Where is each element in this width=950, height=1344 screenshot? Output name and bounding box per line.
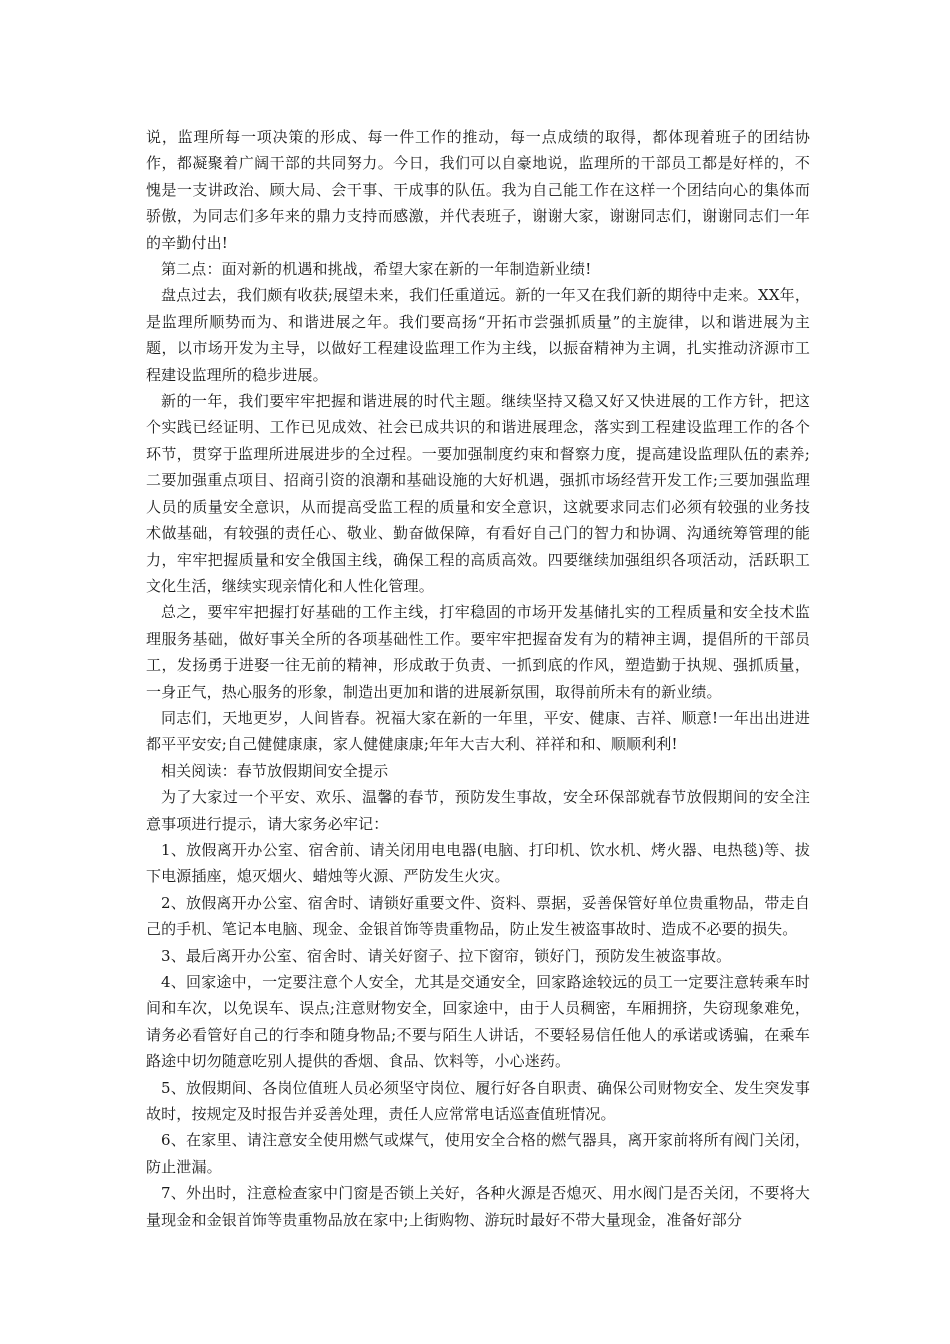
paragraph-conclusion: 总之，要牢牢把握打好基础的工作主线，打牢稳固的市场开发基储扎实的工程质量和安全技术监理服务基础，做好事关全所的各项基础性工作。要牢牢把握奋发有为的精神主调，提倡所的干部员工，发扬勇于进娶一往无前的精神，形成敢于负责、一抓到底的作风，塑造勤于执规、强抓质量，一身正气，热心服务的形象，制造出更加和谐的进展新氛围，取得前所未有的新业绩。: [146, 603, 810, 701]
safety-tip-7: 7、外出时，注意检查家中门窗是否锁上关好，各种火源是否熄灭、用水阀门是否关闭，不要将大量现金和金银首饰等贵重物品放在家中;上街购物、游玩时最好不带大量现金，准备好部分: [146, 1184, 810, 1229]
paragraph-second-point-heading: 第二点：面对新的机遇和挑战，希望大家在新的一年制造新业绩!: [161, 260, 592, 279]
paragraph-related-reading-heading: 相关阅读：春节放假期间安全提示: [161, 761, 389, 780]
safety-tip-4: 4、回家途中，一定要注意个人安全，尤其是交通安全，回家路途较远的员工一定要注意转乘车时间和车次，以免误车、误点;注意财物安全，回家途中，由于人员稠密，车厢拥挤，失窃现象难免，请务必看管好自己的行李和随身物品;不要与陌生人讲话，不要轻易信任他人的承诺或诱骗，在乘车路途中切勿随意吃别人提供的香烟、食品、饮料等，小心迷药。: [146, 973, 810, 1071]
paragraph-review-and-outlook: 盘点过去，我们颇有收获;展望未来，我们任重道远。新的一年又在我们新的期待中走来。XX年，是监理所顺势而为、和谐进展之年。我们要高扬“开拓市尝强抓质量”的主旋律，以和谐进展为主题，以市场开发为主导，以做好工程建设监理工作为主线，以振奋精神为主调，扎实推动济源市工程建设监理所的稳步进展。: [146, 286, 810, 384]
safety-tip-5: 5、放假期间、各岗位值班人员必须坚守岗位、履行好各自职责、确保公司财物安全、发生突发事故时，按规定及时报告并妥善处理，责任人应常常电话巡查值班情况。: [146, 1078, 810, 1124]
safety-tip-1: 1、放假离开办公室、宿舍前、请关闭用电电器(电脑、打印机、饮水机、烤火器、电热毯)等、拔下电源插座，熄灭烟火、蜡烛等火源、严防发生火灾。: [146, 840, 810, 886]
safety-tip-3: 3、最后离开办公室、宿舍时、请关好窗子、拉下窗帘，锁好门，预防发生被盗事故。: [161, 946, 732, 965]
document-body: [146, 124, 810, 1233]
paragraph-safety-intro: 为了大家过一个平安、欢乐、温馨的春节，预防发生事故，安全环保部就春节放假期间的安全注意事项进行提示，请大家务必牢记：: [146, 788, 810, 833]
paragraph-new-year-theme: 新的一年，我们要牢牢把握和谐进展的时代主题。继续坚持又稳又好又快进展的工作方针，把这个实践已经证明、工作已见成效、社会已成共识的和谐进展理念，落实到工程建设监理工作的各个环节，贯穿于监理所进展进步的全过程。一要加强制度约束和督察力度，提高建设监理队伍的素养;二要加强重点项目、招商引资的浪潮和基础设施的大好机遇，强抓市场经营开发工作;三要加强监理人员的质量安全意识，从而提高受监工程的质量和安全意识，这就要求同志们必须有较强的业务技术做基础，有较强的责任心、敬业、勤奋做保障，有看好自己门的智力和协调、沟通统筹管理的能力，牢牢把握质量和安全俄国主线，确保工程的高质高效。四要继续加强组织各项活动，活跃职工文化生活，继续实现亲情化和人性化管理。: [146, 392, 810, 595]
paragraph-team-unity: 说，监理所每一项决策的形成、每一件工作的推动，每一点成绩的取得，都体现着班子的团结协作，都凝聚着广阔干部的共同努力。今日，我们可以自豪地说，监理所的干部员工都是好样的，不愧是一支讲政治、顾大局、会干事、干成事的队伍。我为自己能工作在这样一个团结向心的集体而骄傲，为同志们多年来的鼎力支持而感激，并代表班子，谢谢大家，谢谢同志们，谢谢同志们一年的辛勤付出!: [146, 128, 810, 252]
paragraph-new-year-wishes: 同志们，天地更岁，人间皆春。祝福大家在新的一年里，平安、健康、吉祥、顺意!一年出出进进都平平安安;自己健健康康，家人健健康康;年年大吉大利、祥祥和和、顺顺利利!: [146, 708, 810, 754]
safety-tip-2: 2、放假离开办公室、宿舍时、请锁好重要文件、资料、票据，妥善保管好单位贵重物品，带走自己的手机、笔记本电脑、现金、金银首饰等贵重物品，防止发生被盗事故时、造成不必要的损失。: [146, 893, 810, 939]
safety-tip-6: 6、在家里、请注意安全使用燃气或煤气，使用安全合格的燃气器具，离开家前将所有阀门关闭，防止泄漏。: [146, 1131, 810, 1176]
